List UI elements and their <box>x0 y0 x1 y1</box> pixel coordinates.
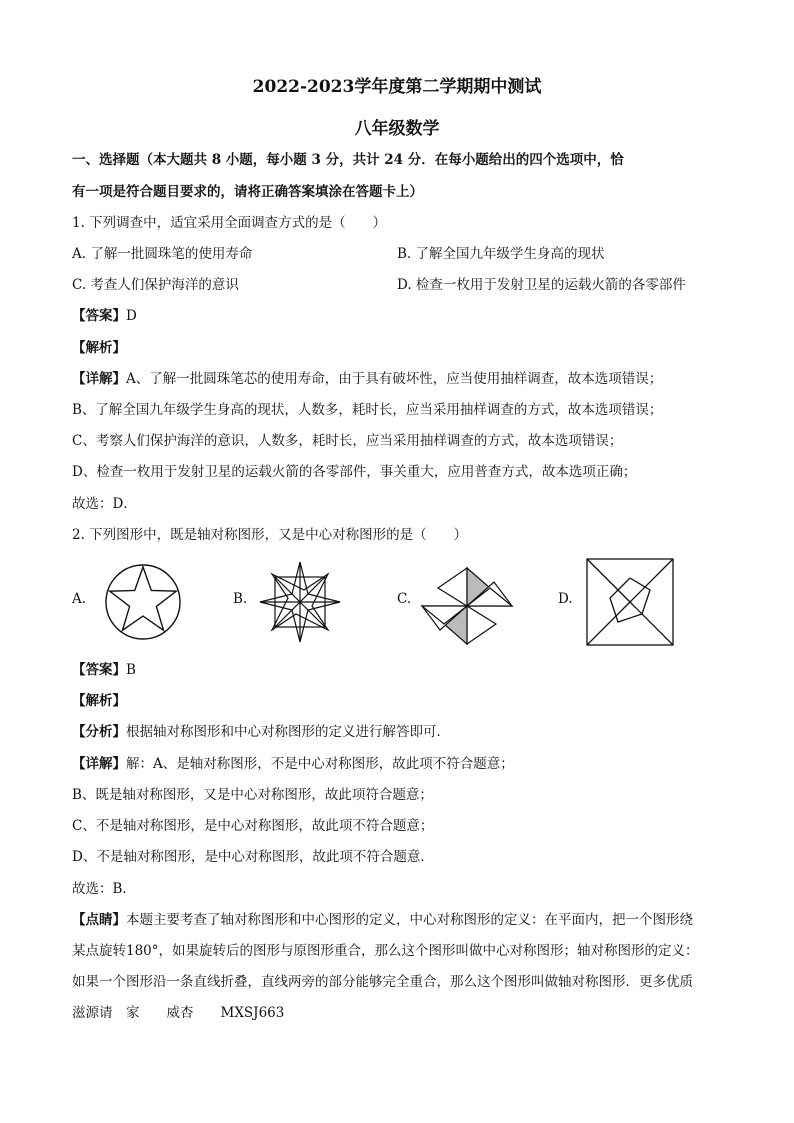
q1-option-b: B. 了解全国九年级学生身高的现状 <box>397 246 605 262</box>
q1-stem: 1. 下列调查中，适宜采用全面调查方式的是（ ） <box>72 215 387 231</box>
q1-option-d: D. 检查一枚用于发射卫星的运载火箭的各零部件 <box>397 277 686 293</box>
q2-dianjing-line-2: 如果一个图形沿一条直线折叠，直线两旁的部分能够完全重合，那么这个图形叫做轴对称图形．更多优质 <box>72 974 693 990</box>
q2-fig-label-b: B. <box>233 591 248 607</box>
q2-detail-tag: 【详解】 <box>72 756 126 772</box>
q2-dianjing-tag: 【点睛】 <box>72 912 126 928</box>
q2-detail-line-1: B、既是轴对称图形，又是中心对称图形，故此项符合题意； <box>72 787 433 803</box>
q1-analysis-tag: 【解析】 <box>72 340 126 356</box>
section-heading-line2: 有一项是符合题目要求的，请将正确答案填涂在答题卡上） <box>72 184 423 200</box>
q2-fenxi-text: 根据轴对称图形和中心对称图形的定义进行解答即可． <box>126 724 450 740</box>
q1-answer-tag: 【答案】 <box>72 308 126 324</box>
q2-fenxi <box>72 722 450 742</box>
q2-dianjing-line-1: 某点旋转180°，如果旋转后的图形与原图形重合，那么这个图形叫做中心对称图形；轴对称图形的定义： <box>72 943 699 959</box>
figure-a-star-in-circle <box>102 563 184 641</box>
q2-analysis-tag: 【解析】 <box>72 693 126 709</box>
page-title: 2022-2023学年度第二学期期中测试 <box>252 77 542 97</box>
q2-detail-text-0: 解：A、是轴对称图形，不是中心对称图形，故此项不符合题意； <box>126 756 514 772</box>
q2-fig-label-c: C. <box>397 591 412 607</box>
q1-option-c: C. 考查人们保护海洋的意识 <box>72 277 239 293</box>
q1-detail-line-3: D、检查一枚用于发射卫星的运载火箭的各零部件，事关重大，应用普查方式，故本选项正确； <box>72 464 637 480</box>
q1-answer <box>72 306 137 326</box>
q2-answer-value: B <box>126 662 136 678</box>
page-footer-watermark: 滋源请 家 威杏 MXSJ663 <box>72 1005 285 1021</box>
q2-detail-line-0 <box>72 754 514 774</box>
q2-dianjing-text-0: 本题主要考查了轴对称图形和中心图形的定义，中心对称图形的定义：在平面内，把一个图形绕 <box>126 912 693 928</box>
q2-fig-label-a: A. <box>72 591 87 607</box>
q1-detail-line-2: C、考察人们保护海洋的意识，人数多，耗时长，应当采用抽样调查的方式，故本选项错误； <box>72 433 623 449</box>
q2-fig-label-d: D. <box>558 591 573 607</box>
q2-stem: 2. 下列图形中，既是轴对称图形，又是中心对称图形的是（ ） <box>72 527 468 543</box>
q1-option-a: A. 了解一批圆珠笔的使用寿命 <box>72 246 253 262</box>
q2-answer-tag: 【答案】 <box>72 662 126 678</box>
q1-detail-line-1: B、了解全国九年级学生身高的现状，人数多，耗时长，应当采用抽样调查的方式，故本选项错误； <box>72 402 663 418</box>
q2-fenxi-tag: 【分析】 <box>72 724 126 740</box>
q2-detail-line-2: C、不是轴对称图形，是中心对称图形，故此项不符合题意； <box>72 818 434 834</box>
q1-detail-line-0 <box>72 369 662 389</box>
figure-c-pinwheel <box>420 566 514 646</box>
page-subtitle: 八年级数学 <box>354 119 440 139</box>
q1-detail-tag: 【详解】 <box>72 371 126 387</box>
figure-b-eight-point-star <box>258 560 342 644</box>
q2-conclusion: 故选：B． <box>72 881 136 897</box>
q1-answer-value: D <box>126 308 137 324</box>
q1-conclusion: 故选：D． <box>72 496 137 512</box>
q1-detail-text-0: A、了解一批圆珠笔芯的使用寿命，由于具有破坏性，应当使用抽样调查，故本选项错误； <box>126 371 663 387</box>
q2-answer <box>72 660 136 680</box>
section-heading-line1: 一、选择题（本大题共 8 小题，每小题 3 分，共计 24 分．在每小题给出的四个选项中，恰 <box>72 152 624 168</box>
q2-detail-line-3: D、不是轴对称图形，是中心对称图形，故此项不符合题意． <box>72 849 434 865</box>
figure-d-square-tangram <box>586 558 674 646</box>
q2-dianjing-line-0 <box>72 910 693 930</box>
